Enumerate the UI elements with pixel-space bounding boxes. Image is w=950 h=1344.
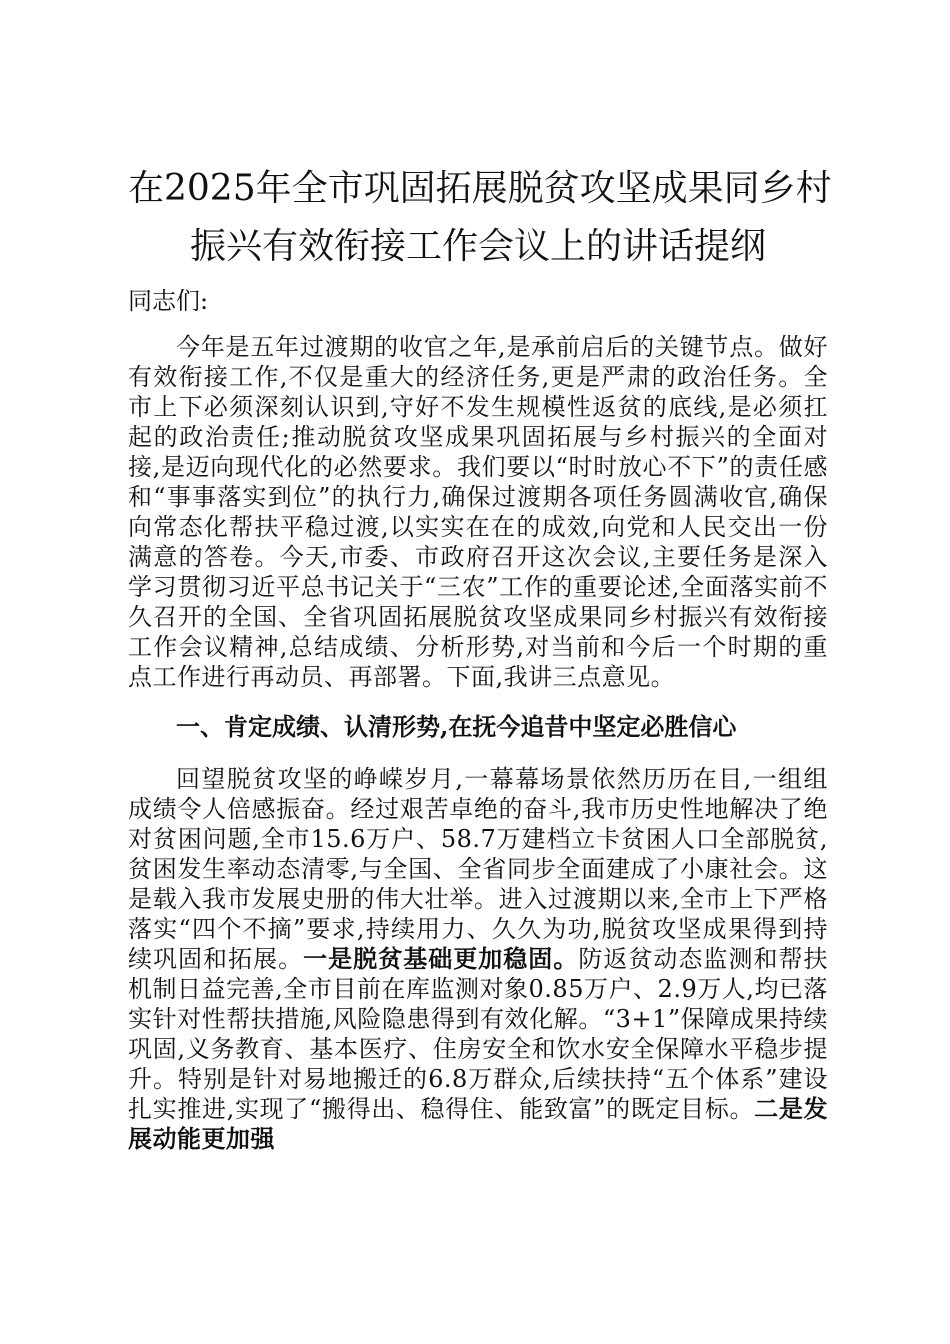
title-line-2: 振兴有效衔接工作会议上的讲话提纲 <box>189 226 766 267</box>
section-1-text-part-1: 回望脱贫攻坚的峥嵘岁月,一幕幕场景依然历历在目,一组组成绩令人倍感振奋。经过艰苦卓绝的奋斗,我市历史性地解决了绝对贫困问题,全市15.6万户、58.7万建档立卡贫困人口全部脱贫,贫困发生率动态清零,与全国、全省同步全面建成了小康社会。这是载入我市发展史册的伟大壮举。进入过渡期以来,全市上下严格落实“四个不摘”要求,持续用力、久久为功,脱贫攻坚成果得到持续巩固和拓展。 <box>128 765 828 973</box>
section-1-bold-point-2: 二是发展动能更加强 <box>128 1094 829 1153</box>
section-1-text-part-2: 防返贫动态监测和帮扶机制日益完善,全市目前在库监测对象0.85万户、2.9万人,均已落实针对性帮扶措施,风险隐患得到有效化解。“3+1”保障成果持续巩固,义务教育、基本医疗、住房安全和饮水安全保障水平稳步提升。特别是针对易地搬迁的6.8万群众,后续扶持“五个体系”建设扎实推进,实现了“搬得出、稳得住、能致富”的既定目标。 <box>128 945 829 1123</box>
intro-paragraph: 今年是五年过渡期的收官之年,是承前启后的关键节点。做好有效衔接工作,不仅是重大的经济任务,更是严肃的政治任务。全市上下必须深刻认识到,守好不发生规模性返贫的底线,是必须扛起的政治责任;推动脱贫攻坚成果巩固拓展与乡村振兴的全面对接,是迈向现代化的必然要求。我们要以“时时放心不下”的责任感和“事事落实到位”的执行力,确保过渡期各项任务圆满收官,确保向常态化帮扶平稳过渡,以实实在在的成效,向党和人民交出一份满意的答卷。今天,市委、市政府召开这次会议,主要任务是深入学习贯彻习近平总书记关于“三农”工作的重要论述,全面落实前不久召开的全国、全省巩固拓展脱贫攻坚成果同乡村振兴有效衔接工作会议精神,总结成绩、分析形势,对当前和今后一个时期的重点工作进行再动员、再部署。下面,我讲三点意见。 <box>128 333 828 691</box>
title-line-1: 在2025年全市巩固拓展脱贫攻坚成果同乡村 <box>128 168 832 209</box>
document-page <box>128 160 832 1154</box>
section-1-paragraph <box>128 764 828 1154</box>
document-title <box>128 160 832 276</box>
salutation: 同志们: <box>128 287 209 315</box>
section-1-heading: 一、肯定成绩、认清形势,在抚今追昔中坚定必胜信心 <box>176 712 737 741</box>
section-1-bold-point-1: 一是脱贫基础更加稳固。 <box>303 944 579 973</box>
